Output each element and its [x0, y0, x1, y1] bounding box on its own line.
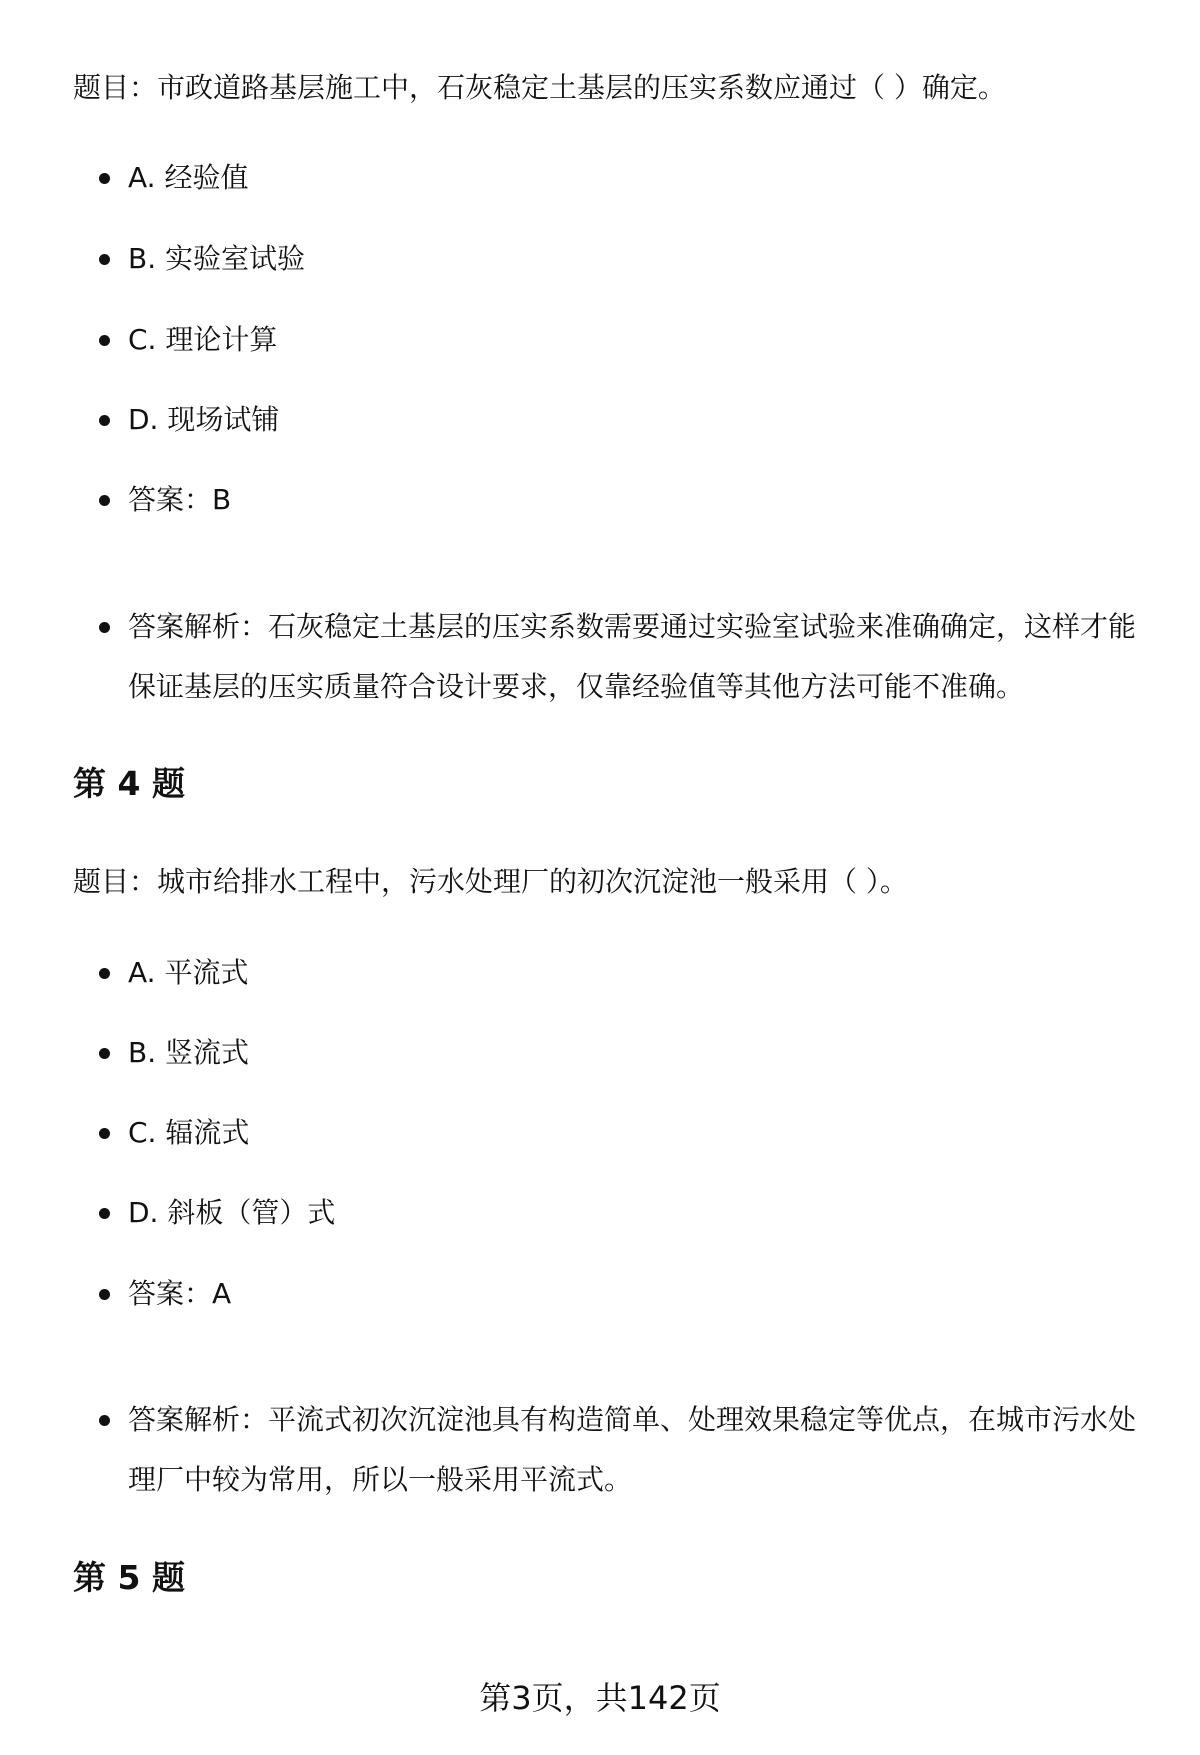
option-text: B. 竖流式	[128, 1036, 250, 1069]
bullet-icon	[99, 1289, 110, 1300]
question-stem: 题目：城市给排水工程中，污水处理厂的初次沉淀池一般采用（ ）。	[73, 865, 908, 898]
option-text: B. 实验室试验	[128, 242, 306, 275]
question-stem: 题目：市政道路基层施工中，石灰稳定土基层的压实系数应通过（ ）确定。	[73, 71, 1006, 104]
bullet-icon	[99, 415, 110, 426]
bullet-icon	[99, 254, 110, 265]
answer-text: 答案：B	[128, 483, 232, 516]
bullet-icon	[99, 1048, 110, 1059]
page-number: 第3页，共142页	[479, 1679, 721, 1717]
bullet-icon	[99, 173, 110, 184]
bullet-icon	[99, 495, 110, 506]
option-text: C. 理论计算	[128, 323, 278, 356]
question-heading: 第 5 题	[73, 1558, 185, 1597]
answer-text: 答案：A	[128, 1277, 232, 1310]
analysis-text: 答案解析：平流式初次沉淀池具有构造简单、处理效果稳定等优点，在城市污水处理厂中较为常用，所以一般采用平流式。	[128, 1403, 1137, 1496]
bullet-icon	[99, 335, 110, 346]
bullet-icon	[99, 1208, 110, 1219]
option-text: A. 平流式	[128, 956, 249, 989]
option-text: C. 辐流式	[128, 1116, 250, 1149]
analysis-text: 答案解析：石灰稳定土基层的压实系数需要通过实验室试验来准确确定，这样才能保证基层的压实质量符合设计要求，仅靠经验值等其他方法可能不准确。	[128, 610, 1137, 703]
option-text: A. 经验值	[128, 161, 249, 194]
option-text: D. 斜板（管）式	[128, 1196, 336, 1229]
bullet-icon	[99, 968, 110, 979]
option-text: D. 现场试铺	[128, 403, 280, 436]
bullet-icon	[99, 622, 110, 633]
bullet-icon	[99, 1128, 110, 1139]
bullet-icon	[99, 1415, 110, 1426]
question-heading: 第 4 题	[73, 764, 185, 803]
